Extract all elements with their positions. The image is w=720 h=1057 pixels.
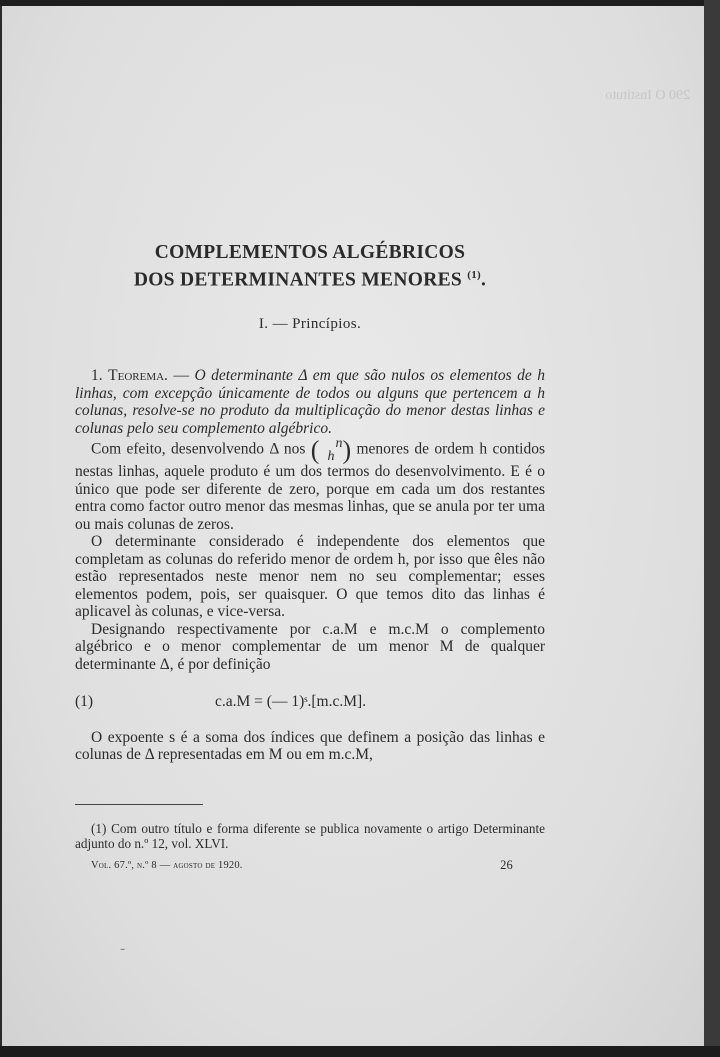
article-body [75, 242, 545, 874]
title-footnote-marker: (1) [467, 269, 481, 281]
theorem-paragraph [75, 367, 545, 437]
title-line-2: DOS DETERMINANTES MENORES [133, 269, 463, 291]
scan-bottom-edge [0, 1046, 720, 1057]
issue-info: Vol. 67.º, n.º 8 — agosto de 1920. [91, 859, 243, 871]
paragraph-independence: O determinante considerado é independente dos elementos que completam as colunas do referido menor de ordem h, por isso que êles não estão representados neste menor nem no seu complementar; esses elementos podem, pois, ser quaisquer. O que temos dito das linhas é aplicavel às colunas, e vice-versa. [75, 533, 545, 620]
formula-number: (1) [75, 693, 94, 710]
theorem-label: Teorema. [108, 367, 168, 384]
binomial-coefficient [319, 437, 342, 463]
theorem-statement: O determinante Δ em que são nulos os elementos de h linhas, com excepção únicamente de todos ou alguns que pertencem a h colunas, resolve-se no produto da multiplicação do menor destas linhas e colunas pelo seu complemento algébrico. [75, 367, 546, 437]
article-title: COMPLEMENTOS ALGÉBRICOS DOS DETERMINANTES MENORES $^{(1)}$. [133, 242, 487, 291]
paragraph-exponent: O expoente s é a soma dos índices que definem a posição das linhas e colunas de Δ representadas em M ou em m.c.M, [75, 728, 545, 763]
page-number: 26 [500, 857, 513, 872]
formula-expression: c.a.M = (— 1)ˢ.[m.c.M]. [215, 693, 367, 710]
binomial-top: n [335, 436, 343, 451]
footnote-rule [75, 804, 203, 805]
title-line-1: COMPLEMENTOS ALGÉBRICOS [154, 242, 466, 263]
paragraph-proof: Com efeito, desenvolvendo Δ nos ( n h ) menores de ordem h contidos nestas linhas, aquele produto é um dos termos do desenvolvimento. E é o único que pode ser diferente de zero, porque em cada um dos restantes entra como factor outro menor das mesmas linhas, que se anula por ter uma ou mais colunas de zeros. [75, 435, 545, 533]
page-footer [75, 857, 545, 875]
scan-speck: ‐ [120, 940, 126, 957]
theorem-dash: — [167, 367, 195, 384]
proof-text-start: Com efeito, desenvolvendo Δ nos [91, 440, 306, 458]
section-heading: I. — Princípios. [258, 315, 362, 332]
theorem-number: 1. [91, 367, 103, 384]
proof-text-end: menores de ordem h contidos nestas linhas, aquele produto é um dos termos do desenvolvimento. E é o único que pode ser diferente de zero, porque em cada um dos restantes entra como factor outro menor das mesmas linhas, que se anula por ter uma ou mais colunas de zeros. [75, 440, 545, 533]
scan-right-edge [704, 0, 720, 1057]
footnote: (1) Com outro título e forma diferente se publica novamente o artigo Determinante adjunto do n.º 12, vol. XLVI. [75, 820, 545, 851]
formula-1 [75, 693, 545, 711]
paragraph-definition: Designando respectivamente por c.a.M e m.c.M o complemento algébrico e o menor complementar de um menor M de qualquer determinante Δ, é por definição [75, 620, 545, 673]
binomial-bottom: h [327, 449, 335, 464]
